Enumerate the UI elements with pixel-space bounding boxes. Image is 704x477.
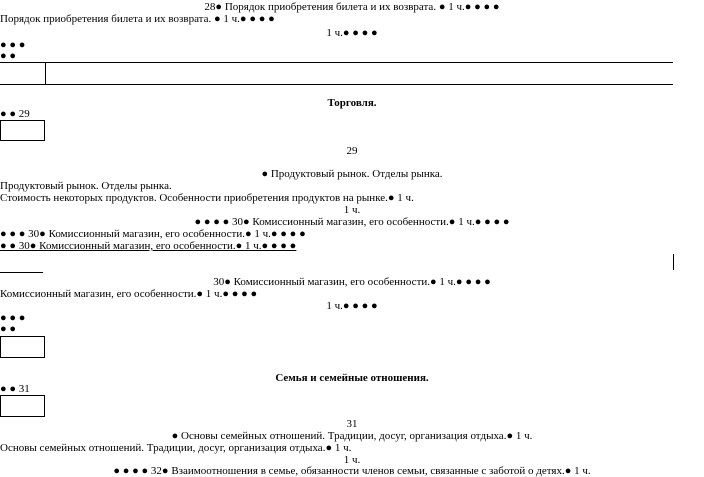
text-line: ● ● 29 [0,108,30,120]
text-line: 1 ч.● ● ● ● [326,300,378,312]
text-line: 30● Комиссионный магазин, его особенности.● 1 ч.● ● ● ● [213,276,491,288]
section-heading-trade: Торговля. [327,97,377,109]
table-divider [45,62,46,84]
text-line: 1 ч. [343,454,361,466]
margin-mark [673,254,674,270]
text-line: Продуктовый рынок. Отделы рынка. [0,180,172,192]
text-line: 1 ч. [343,204,361,216]
short-rule [0,272,43,273]
lesson-number: 31 [346,418,358,430]
text-line: ● ● ● 30● Комиссионный магазин, его особенности.● 1 ч.● ● ● ● [0,228,306,240]
text-line: 1 ч.● ● ● ● [326,27,378,39]
table-cell-box [0,336,45,358]
text-line: 28● Порядок приобретения билета и их возврата. ● 1 ч.● ● ● ● [204,1,500,13]
text-line: ● ● ● ● 32● Взаимоотношения в семье, обязанности членов семьи, связанные с заботой о детях.● 1 ч. [113,465,591,477]
table-cell-box [0,120,45,141]
lesson-number: 29 [346,145,358,157]
text-line: ● ● ● [0,39,26,51]
text-line: Комиссионный магазин, его особенности.● 1 ч.● ● ● ● [0,288,258,300]
text-line: Порядок приобретения билета и их возврата. ● 1 ч.● ● ● ● [0,13,275,25]
section-heading-family: Семья и семейные отношения. [275,372,429,384]
text-line: ● ● 31 [0,383,30,395]
table-rule-top [0,62,673,63]
text-line: ● ● [0,50,17,62]
text-line: ● ● ● [0,312,26,324]
text-line: ● Продуктовый рынок. Отделы рынка. [261,168,443,180]
text-line: ● Основы семейных отношений. Традиции, досуг, организация отдыха.● 1 ч. [171,430,533,442]
table-cell-box [0,395,45,417]
text-line: Основы семейных отношений. Традиции, досуг, организация отдыха.● 1 ч. [0,442,352,454]
text-line: ● ● ● ● 30● Комиссионный магазин, его особенности.● 1 ч.● ● ● ● [194,216,510,228]
text-line: ● ● 30● Комиссионный магазин, его особенности.● 1 ч.● ● ● ● [0,240,297,252]
table-rule-bottom [0,84,673,85]
text-line: ● ● [0,323,17,335]
text-line: Стоимость некоторых продуктов. Особенности приобретения продуктов на рынке.● 1 ч. [0,192,414,204]
